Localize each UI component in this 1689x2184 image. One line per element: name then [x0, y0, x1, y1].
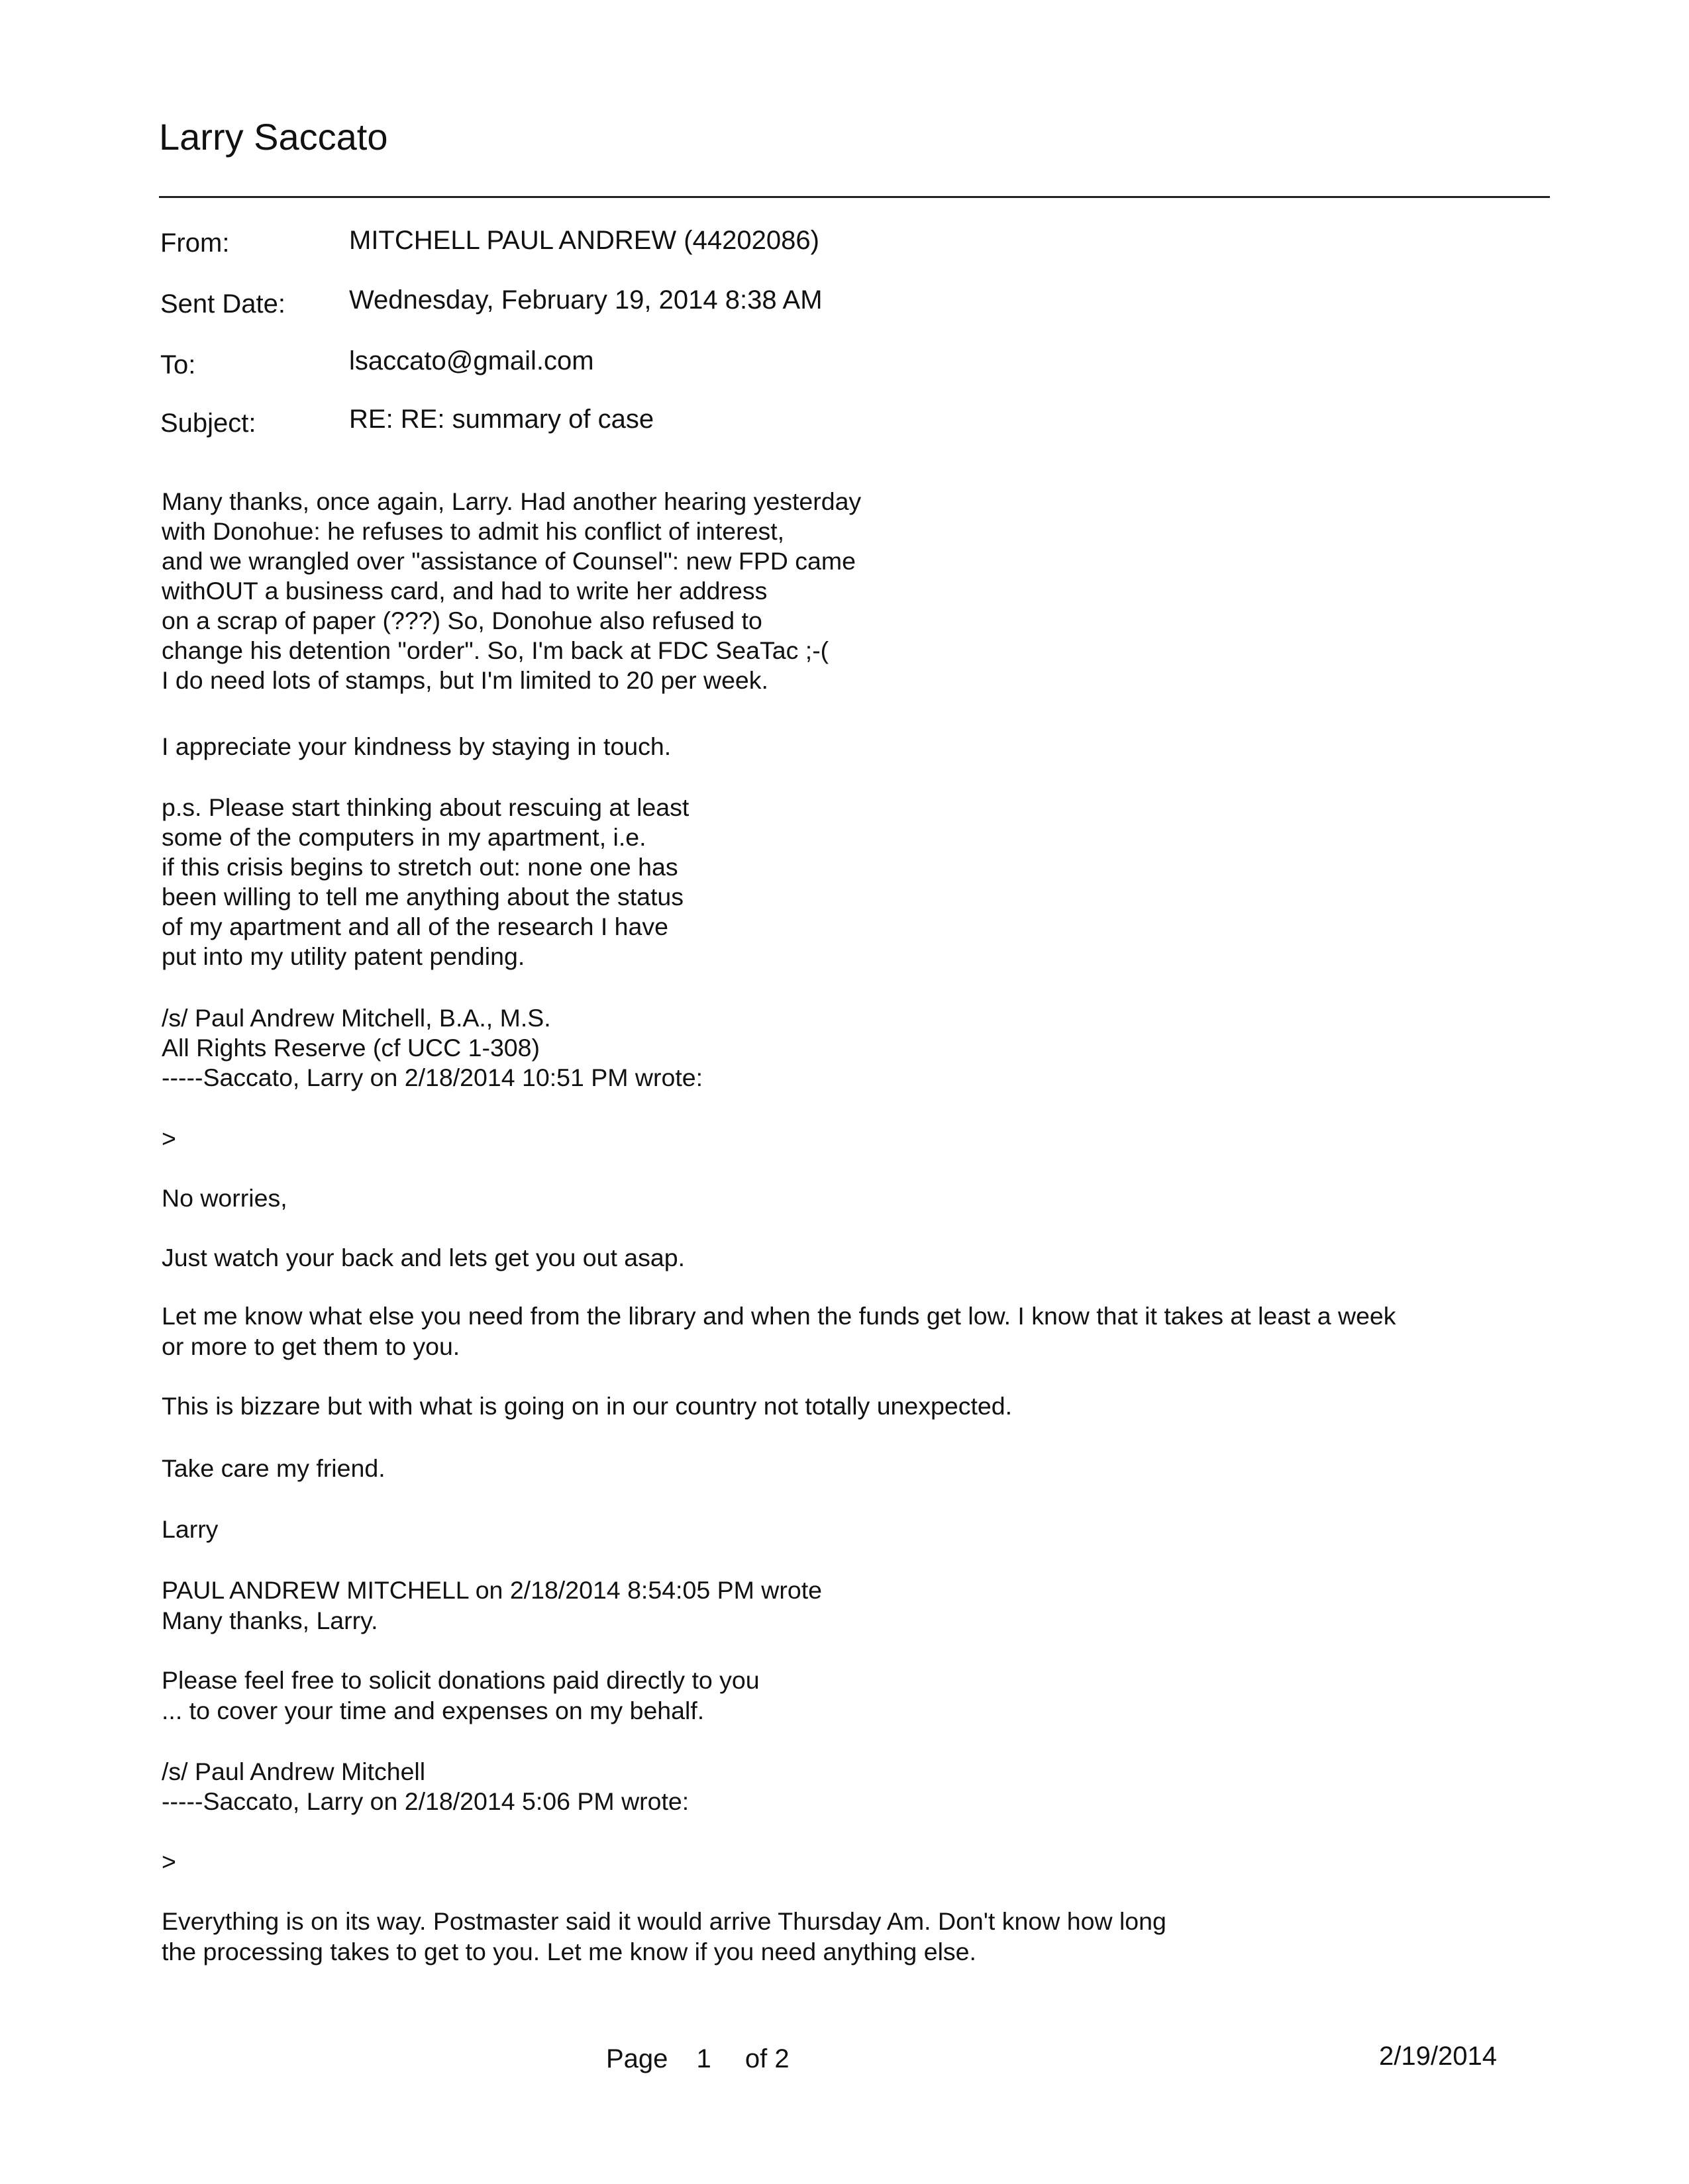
body-line: This is bizzare but with what is going on in our country not totally unexpected. — [162, 1392, 1013, 1420]
body-line: withOUT a business card, and had to write her address — [162, 577, 768, 605]
body-line: change his detention "order". So, I'm back at FDC SeaTac ;-( — [162, 636, 829, 664]
body-line: No worries, — [162, 1184, 287, 1212]
page-total: of 2 — [744, 2044, 790, 2073]
to-label: To: — [160, 350, 196, 379]
signature-line: /s/ Paul Andrew Mitchell, B.A., M.S. — [162, 1004, 551, 1032]
footer-date: 2/19/2014 — [1379, 2042, 1497, 2071]
body-line: and we wrangled over "assistance of Counsel": new FPD came — [162, 547, 856, 575]
body-line: Many thanks, Larry. — [162, 1607, 378, 1634]
body-line: of my apartment and all of the research I have — [162, 913, 668, 940]
title-divider — [159, 196, 1550, 198]
quote-header: -----Saccato, Larry on 2/18/2014 10:51 PM wrote: — [162, 1064, 703, 1091]
body-line: ... to cover your time and expenses on my behalf. — [162, 1697, 705, 1724]
body-line: I appreciate your kindness by staying in touch. — [162, 732, 672, 760]
body-line: Many thanks, once again, Larry. Had another hearing yesterday — [162, 487, 862, 515]
document-title: Larry Saccato — [159, 116, 388, 158]
body-line: I do need lots of stamps, but I'm limited to 20 per week. — [162, 666, 768, 694]
body-line: Please feel free to solicit donations paid directly to you — [162, 1666, 760, 1694]
body-line: if this crisis begins to stretch out: none one has — [162, 853, 678, 881]
page-label: Page — [606, 2044, 668, 2073]
body-line: been willing to tell me anything about the status — [162, 883, 684, 911]
quote-marker: > — [162, 1124, 176, 1152]
sent-date-label: Sent Date: — [160, 289, 286, 319]
signature-line: All Rights Reserve (cf UCC 1-308) — [162, 1034, 540, 1062]
subject-label: Subject: — [160, 409, 256, 438]
body-line: on a scrap of paper (???) So, Donohue also refused to — [162, 607, 762, 634]
signature-line: /s/ Paul Andrew Mitchell — [162, 1758, 426, 1785]
quote-header: -----Saccato, Larry on 2/18/2014 5:06 PM wrote: — [162, 1787, 690, 1815]
sent-date-value: Wednesday, February 19, 2014 8:38 AM — [349, 285, 823, 315]
to-value: lsaccato@gmail.com — [349, 346, 594, 375]
body-line: the processing takes to get to you. Let me know if you need anything else. — [162, 1938, 976, 1965]
body-line: Take care my friend. — [162, 1454, 385, 1482]
quote-marker: > — [162, 1848, 176, 1875]
page-indicator — [606, 2042, 790, 2075]
body-line: put into my utility patent pending. — [162, 942, 525, 970]
from-label: From: — [160, 228, 230, 258]
body-line: or more to get them to you. — [162, 1332, 460, 1360]
body-line: Everything is on its way. Postmaster said it would arrive Thursday Am. Don't know how long — [162, 1907, 1166, 1935]
body-line: Just watch your back and lets get you out asap. — [162, 1244, 686, 1271]
from-value: MITCHELL PAUL ANDREW (44202086) — [349, 226, 819, 255]
body-line: Let me know what else you need from the library and when the funds get low. I know that it takes at least a week — [162, 1302, 1396, 1330]
page-number: 1 — [696, 2044, 711, 2073]
body-line: with Donohue: he refuses to admit his conflict of interest, — [162, 517, 785, 545]
subject-value: RE: RE: summary of case — [349, 405, 654, 434]
quote-header: PAUL ANDREW MITCHELL on 2/18/2014 8:54:05 PM wrote — [162, 1576, 822, 1604]
body-line: some of the computers in my apartment, i.e. — [162, 823, 646, 851]
body-line: Larry — [162, 1515, 219, 1543]
body-line: p.s. Please start thinking about rescuing at least — [162, 793, 690, 821]
